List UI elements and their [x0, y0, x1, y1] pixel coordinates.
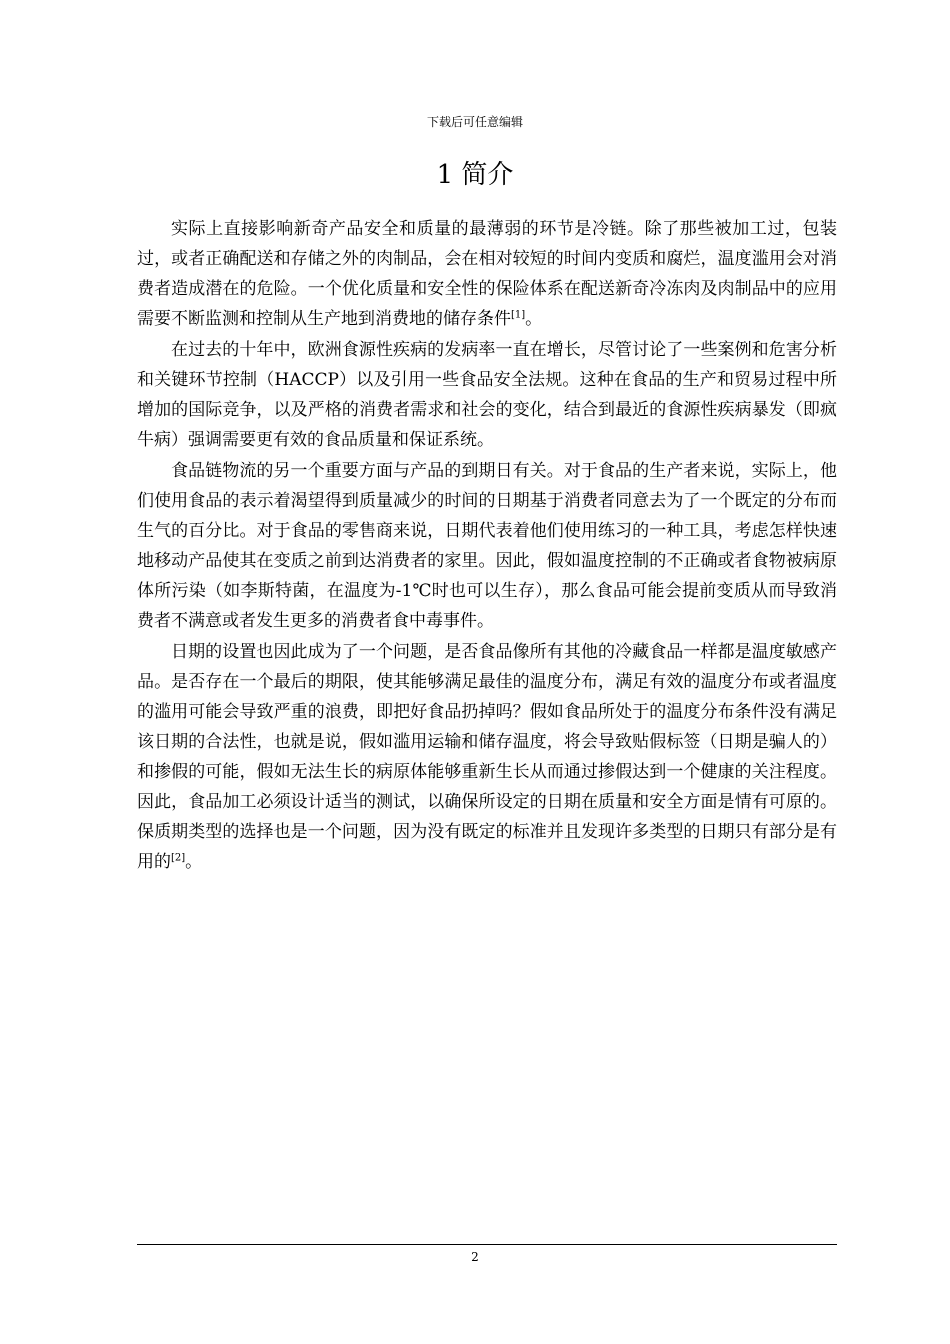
- paragraph-2-text: 在过去的十年中，欧洲食源性疾病的发病率一直在增长，尽管讨论了一些案例和危害分析和关键环节控制（HACCP）以及引用一些食品安全法规。这种在食品的生产和贸易过程中所增加的国际竞争，以及严格的消费者需求和社会的变化，结合到最近的食源性疾病暴发（即疯牛病）强调需要更有效的食品质量和保证系统。: [137, 340, 837, 450]
- paragraph-4-text: 日期的设置也因此成为了一个问题，是否食品像所有其他的冷藏食品一样都是温度敏感产品。是否存在一个最后的期限，使其能够满足最佳的温度分布，满足有效的温度分布或者温度的滥用可能会导致严重的浪费，即把好食品扔掉吗？假如食品所处于的温度分布条件没有满足该日期的合法性，也就是说，假如滥用运输和储存温度，将会导致贴假标签（日期是骗人的）和掺假的可能，假如无法生长的病原体能够重新生长从而通过掺假达到一个健康的关注程度。因此，食品加工必须设计适当的测试，以确保所设定的日期在质量和安全方面是情有可原的。保质期类型的选择也是一个问题，因为没有既定的标准并且发现许多类型的日期只有部分是有用的: [137, 642, 837, 872]
- page-number: 2: [471, 1250, 479, 1264]
- paragraph-4-tail: 。: [185, 852, 203, 872]
- paragraph-1-tail: 。: [525, 309, 543, 329]
- body-text: [137, 214, 837, 878]
- paragraph-2: [137, 335, 837, 455]
- paragraph-3: [137, 456, 837, 636]
- paragraph-4: [137, 637, 837, 877]
- citation-ref-1: [1]: [511, 309, 526, 321]
- paragraph-3-text: 食品链物流的另一个重要方面与产品的到期日有关。对于食品的生产者来说，实际上，他们使用食品的表示着渴望得到质量减少的时间的日期基于消费者同意去为了一个既定的分布而生气的百分比。对于食品的零售商来说，日期代表着他们使用练习的一种工具，考虑怎样快速地移动产品使其在变质之前到达消费者的家里。因此，假如温度控制的不正确或者食物被病原体所污染（如李斯特菌，在温度为-1℃时也可以生存），那么食品可能会提前变质从而导致消费者不满意或者发生更多的消费者食中毒事件。: [137, 461, 837, 631]
- citation-ref-2: [2]: [171, 852, 186, 864]
- paragraph-1-text: 实际上直接影响新奇产品安全和质量的最薄弱的环节是冷链。除了那些被加工过，包装过，或者正确配送和存储之外的肉制品，会在相对较短的时间内变质和腐烂，温度滥用会对消费者造成潜在的危险。一个优化质量和安全性的保险体系在配送新奇冷冻肉及肉制品中的应用需要不断监测和控制从生产地到消费地的储存条件: [137, 219, 837, 329]
- paragraph-1: [137, 214, 837, 334]
- footer-rule: [137, 1244, 837, 1245]
- page-header: 下载后可任意编辑: [426, 115, 523, 129]
- section-title: 1 简介: [436, 160, 514, 190]
